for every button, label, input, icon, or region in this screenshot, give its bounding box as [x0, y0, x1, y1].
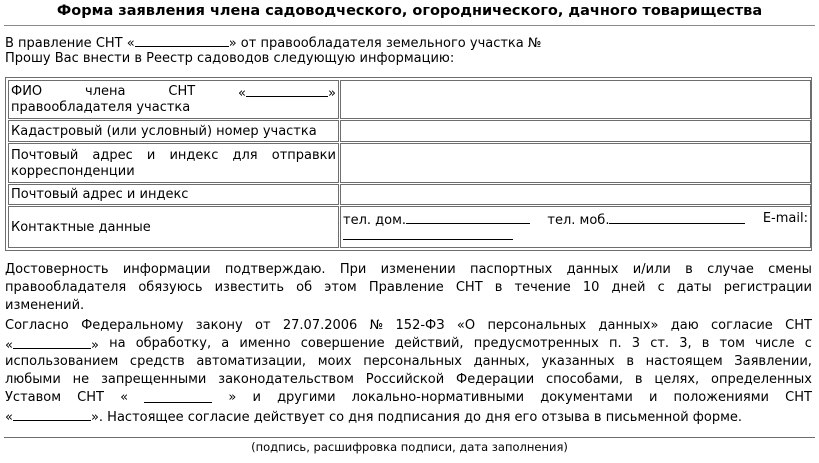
phone-mobile-label: тел. моб. — [547, 213, 610, 228]
phone-home-label: тел. дом. — [343, 213, 407, 228]
row-postal-value-cell[interactable] — [340, 184, 811, 205]
p2-line-4: любыми не запрещенными законодательством Российской Федерации способами, в целях, определенных — [5, 372, 812, 387]
phone-home-blank[interactable] — [406, 211, 530, 224]
consent-snt-name-blank-3[interactable] — [13, 408, 91, 421]
signature-line[interactable] — [4, 437, 815, 438]
p1-line-1: Достоверность информации подтверждаю. При изменении паспортных данных и/или в случае смены — [5, 262, 812, 277]
row-cadastral-value-cell[interactable] — [340, 120, 811, 142]
p2-line-3: использованием средств автоматизации, моих персональных данных, указанных в настоящем Заявлении, — [5, 354, 812, 369]
p2-line-2: « » на обработку, а именно совершение действий, предусмотренных п. 3 ст. 3, в том числе с — [5, 336, 812, 353]
row-mail-address-label-line-2: корреспонденции — [11, 164, 135, 179]
phone-mobile-blank[interactable] — [609, 211, 745, 224]
p2-line-1: Согласно Федеральному закону от 27.07.2006 № 152-ФЗ «О персональных данных» даю согласие СНТ — [5, 318, 812, 333]
p1-line-3: изменений. — [5, 298, 85, 313]
header-line-1 — [5, 34, 541, 52]
row-mail-address-value-cell[interactable] — [340, 143, 811, 183]
email-blank[interactable] — [343, 227, 513, 240]
row-cadastral-label-cell — [8, 120, 339, 142]
p2-line-5: Уставом СНТ « » и другими локально-нормативными документами и положениями СНТ — [5, 390, 812, 405]
row-contacts-label-cell — [8, 206, 339, 248]
header-line-1-post: » от правообладателя земельного участка № — [228, 36, 542, 51]
row-contacts-label: Контактные данные — [11, 220, 151, 235]
row-fio-label-line-2: правообладателя участка — [11, 100, 191, 115]
fio-snt-name-blank[interactable] — [246, 84, 328, 97]
header-line-1-pre: В правление СНТ « — [5, 36, 135, 51]
row-cadastral-label: Кадастровый (или условный) номер участка — [11, 124, 317, 139]
title-divider — [4, 25, 815, 26]
snt-name-blank[interactable] — [135, 34, 229, 47]
row-postal-label-cell — [8, 184, 339, 205]
row-postal-label: Почтовый адрес и индекс — [11, 187, 189, 202]
p1-line-2: правообладателя обязуюсь известить об этом Правление СНТ в течение 10 дней с даты регистрации — [5, 280, 812, 295]
member-info-table — [5, 77, 812, 251]
consent-snt-name-blank-1[interactable] — [13, 336, 91, 349]
row-contacts-value-cell — [340, 206, 811, 248]
consent-snt-name-blank-2[interactable] — [144, 390, 212, 403]
row-mail-address-label-cell — [8, 143, 339, 183]
p2-line-6: « ». Настоящее согласие действует со дня подписания до дня его отзыва в письменной форме. — [5, 410, 743, 425]
row-fio-value-cell[interactable] — [340, 80, 811, 119]
form-title: Форма заявления члена садоводческого, огороднического, дачного товарищества — [56, 3, 763, 19]
signature-caption: (подпись, расшифровка подписи, дата заполнения) — [251, 440, 568, 454]
header-line-2: Прошу Вас внести в Реестр садоводов следующую информацию: — [5, 51, 455, 66]
row-fio-label-line-1: ФИО члена СНТ « » — [11, 84, 336, 101]
email-label: E-mail: — [762, 211, 808, 226]
row-mail-address-label-line-1: Почтовый адрес и индекс для отправки — [11, 148, 336, 163]
row-fio-label-cell — [8, 80, 339, 119]
contacts-line-2 — [343, 227, 513, 245]
